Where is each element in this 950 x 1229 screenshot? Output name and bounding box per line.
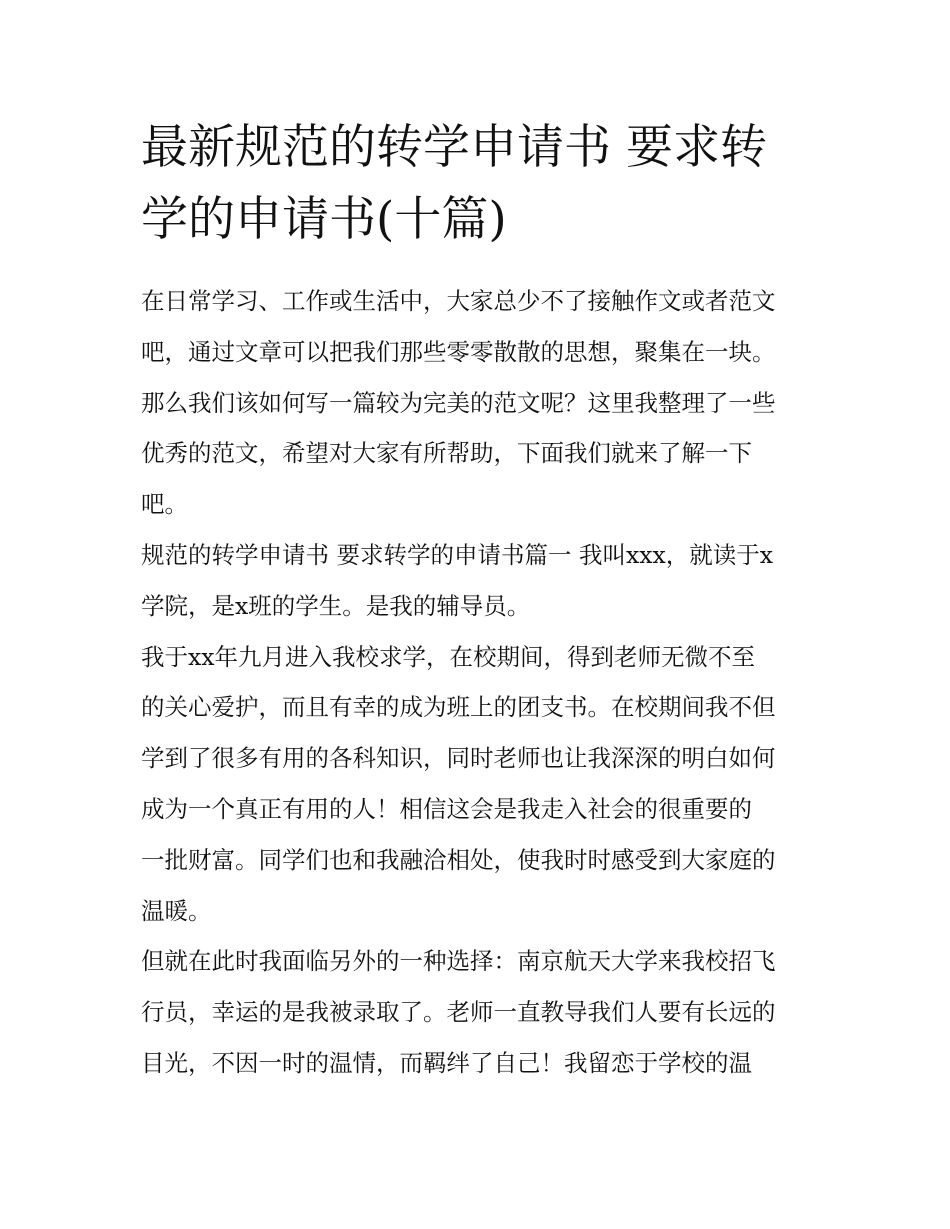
document-title <box>141 112 821 256</box>
paragraph-new-choice <box>141 936 821 1088</box>
text-line: 行员，幸运的是我被录取了。老师一直教导我们人要有长远的 <box>141 998 776 1027</box>
text-line: 一批财富。同学们也和我融洽相处，使我时时感受到大家庭的 <box>141 845 776 874</box>
text-line: 目光，不因一时的温情，而羁绊了自己！我留恋于学校的温 <box>141 1048 752 1077</box>
title-line: 最新规范的转学申请书 要求转 <box>141 120 767 175</box>
text-line: 的关心爱护，而且有幸的成为班上的团支书。在校期间我不但 <box>141 693 776 722</box>
text-line: 我于xx年九月进入我校求学，在校期间，得到老师无微不至 <box>141 642 756 671</box>
document-content <box>141 112 821 1089</box>
document-body <box>141 276 821 1089</box>
text-line: 吧，通过文章可以把我们那些零零散散的思想，聚集在一块。 <box>141 337 776 366</box>
text-line: 那么我们该如何写一篇较为完美的范文呢？这里我整理了一些 <box>141 388 776 417</box>
text-line: 吧。 <box>141 490 188 519</box>
paragraph-school-experience <box>141 632 821 937</box>
text-line: 学院，是x班的学生。是我的辅导员。 <box>141 591 531 620</box>
paragraph-intro <box>141 276 821 530</box>
paragraph-letter-opening <box>141 530 821 632</box>
title-line: 学的申请书(十篇) <box>141 192 507 247</box>
text-line: 成为一个真正有用的人！相信这会是我走入社会的很重要的 <box>141 794 752 823</box>
text-line: 优秀的范文，希望对大家有所帮助，下面我们就来了解一下 <box>141 439 752 468</box>
text-line: 在日常学习、工作或生活中，大家总少不了接触作文或者范文 <box>141 287 776 315</box>
text-line: 温暖。 <box>141 896 212 925</box>
text-line: 规范的转学申请书 要求转学的申请书篇一 我叫xxx，就读于x <box>141 540 773 569</box>
text-line: 但就在此时我面临另外的一种选择：南京航天大学来我校招飞 <box>141 947 776 976</box>
text-line: 学到了很多有用的各科知识，同时老师也让我深深的明白如何 <box>141 744 776 773</box>
